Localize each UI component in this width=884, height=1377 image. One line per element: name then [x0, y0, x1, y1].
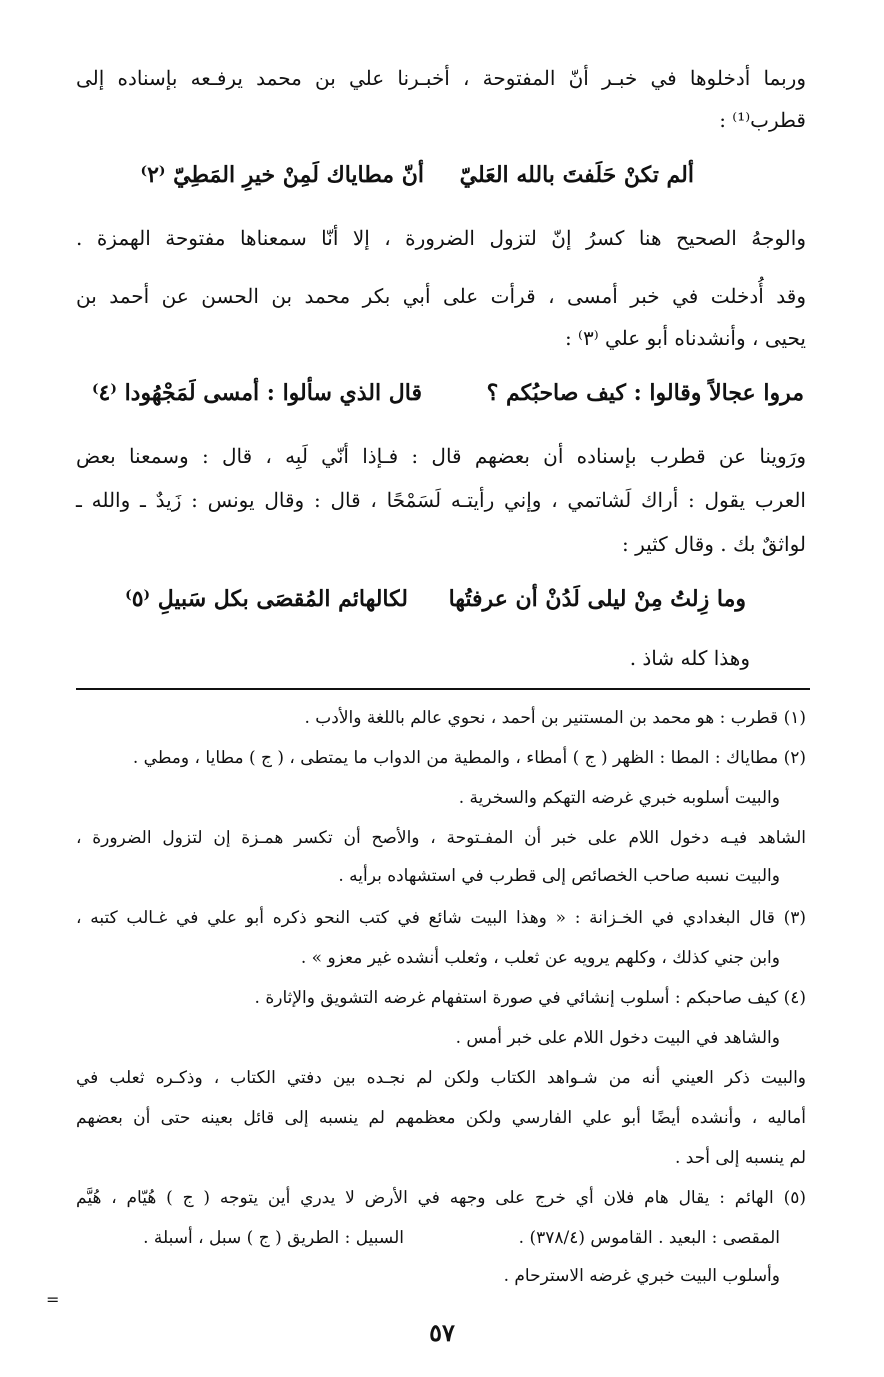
body-line: لواثقٌ بك . وقال كثير :	[621, 532, 806, 556]
body-line: قطرب⁽¹⁾ :	[719, 108, 806, 132]
footnote-line: المقصى : البعيد . القاموس (٣٧٨/٤) .	[518, 1228, 780, 1248]
verse-hemistich-right: ألم تكنْ حَلَفتَ بالله العَليّ	[459, 162, 694, 188]
body-line: ورَوينا عن قطرب بإسناده أن بعضهم قال : فـإذا أنّي لَبِه ، قال : وسمعنا بعض	[76, 444, 806, 468]
verse-hemistich-right: وما زِلتُ مِنْ ليلى لَدُنْ أن عرفتُها	[448, 586, 746, 612]
body-line: يحيى ، وأنشدناه أبو علي ⁽٣⁾ :	[564, 326, 806, 350]
body-line: وقد أُدخلت في خبر أمسى ، قرأت على أبي بكر محمد بن الحسن عن أحمد بن	[76, 284, 806, 308]
body-line: والوجهُ الصحيح هنا كسرُ إنّ لتزول الضرورة ، إلا أنّا سمعناها مفتوحة الهمزة .	[76, 226, 806, 250]
body-line: وهذا كله شاذ .	[629, 646, 750, 670]
verse-hemistich-left: قال الذي سألوا : أمسى لَمَجْهُودا ⁽٤⁾	[91, 380, 422, 406]
verse-line	[0, 586, 884, 620]
footnote-line: (١) قطرب : هو محمد بن المستنير بن أحمد ، نحوي عالم باللغة والأدب .	[304, 708, 806, 728]
footnote-line: أماليه ، وأنشده أيضًا أبو علي الفارسي ولكن معظمهم لم ينسبه إلى قائل بعينه حتى أن بعضهم	[76, 1108, 806, 1128]
footnote-line: والبيت ذكر العيني أنه من شـواهد الكتاب ولكن لم نجـده بين دفتي الكتاب ، وذكـره ثعلب في	[76, 1068, 806, 1088]
footnote-line: وابن جني كذلك ، وكلهم يرويه عن ثعلب ، وثعلب أنشده غير معزو » .	[300, 948, 780, 968]
body-line: وربما أدخلوها في خبـر أنّ المفتوحة ، أخبـرنا علي بن محمد يرفـعه بإسناده إلى	[76, 66, 806, 90]
footnote-line: والشاهد في البيت دخول اللام على خبر أمس .	[455, 1028, 780, 1048]
footnote-line: لم ينسبه إلى أحد .	[674, 1148, 806, 1168]
footnote-line: الشاهد فيـه دخول اللام على خبر أن المفـتوحة ، والأصح أن تكسر همـزة إن لتزول الضرورة ،	[76, 828, 806, 848]
margin-mark: =	[46, 1290, 60, 1309]
verse-line	[0, 380, 884, 414]
footnote-line: (٣) قال البغدادي في الخـزانة : « وهذا البيت شائع في كتب النحو ذكره أبو علي في غـالب كتبه ،	[76, 908, 806, 928]
footnote-line: والبيت نسبه صاحب الخصائص إلى قطرب في استشهاده برأيه .	[338, 866, 780, 886]
footnote-line: والبيت أسلوبه خبري غرضه التهكم والسخرية .	[458, 788, 780, 808]
footnote-line: (٥) الهائم : يقال هام فلان أي خرج على وجهه في الأرض لا يدري أين يتوجه ( ج ) هُيّام ، هُيَّم	[76, 1188, 806, 1208]
body-line: العرب يقول : أراك لَشاتمي ، وإني رأيتـه لَسَمْحًا ، قال : وقال يونس : زَيدٌ ـ والله ـ	[76, 488, 806, 512]
page-number: ٥٧	[429, 1318, 455, 1347]
footnote-line: السبيل : الطريق ( ج ) سبل ، أسبلة .	[143, 1228, 404, 1248]
verse-hemistich-left: أنّ مطاياك لَمِنْ خيرِ المَطِيّ ⁽٢⁾	[140, 162, 424, 188]
footnote-line: (٢) مطاياك : المطا : الظهر ( ج ) أمطاء ، والمطية من الدواب ما يمتطى ، ( ج ) مطايا ، ومطي .	[132, 748, 806, 768]
verse-hemistich-right: مروا عجالاً وقالوا : كيف صاحبُكم ؟	[486, 380, 804, 406]
footnote-separator	[76, 688, 810, 690]
footnote-line: وأسلوب البيت خبري غرضه الاسترحام .	[503, 1266, 780, 1286]
verse-hemistich-left: لكالهائم المُقصَى بكل سَبيلِ ⁽٥⁾	[125, 586, 408, 612]
footnote-line: (٤) كيف صاحبكم : أسلوب إنشائي في صورة استفهام غرضه التشويق والإثارة .	[254, 988, 806, 1008]
verse-line	[0, 162, 884, 196]
